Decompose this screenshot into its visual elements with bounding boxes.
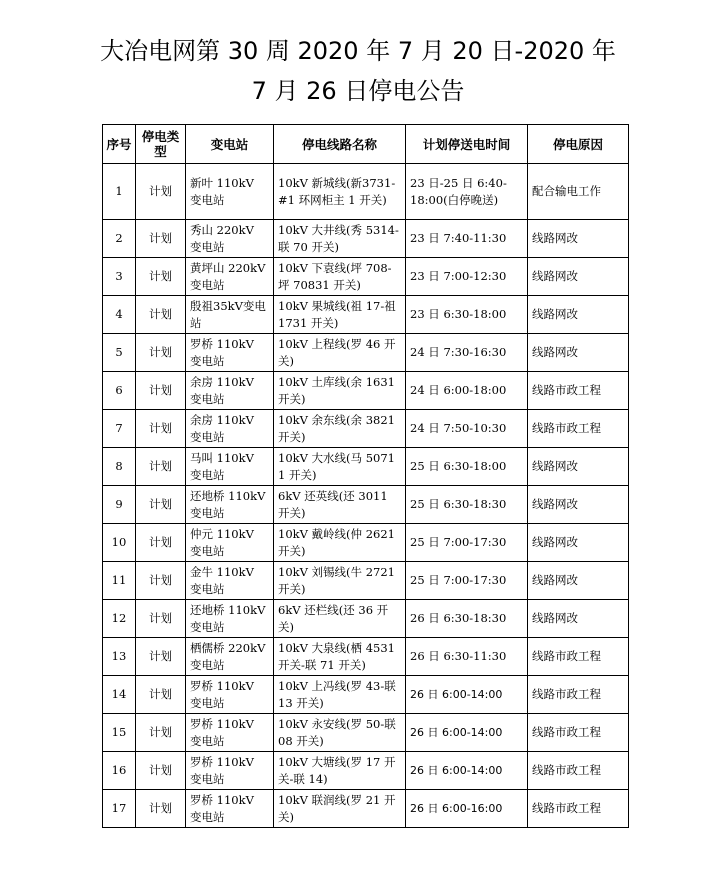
table-row [103,714,629,752]
table-row [103,220,629,258]
cell-no: 15 [103,714,136,752]
cell-reason: 线路网改 [528,296,629,334]
cell-line: 10kV 大泉线(栖 4531 开关-联 71 开关) [274,638,406,676]
cell-time: 25 日 6:30-18:30 [406,486,528,524]
cell-type: 计划 [136,676,186,714]
cell-reason: 线路网改 [528,448,629,486]
cell-reason: 线路网改 [528,600,629,638]
cell-station: 马叫 110kV 变电站 [186,448,274,486]
cell-time: 26 日 6:00-16:00 [406,790,528,828]
cell-type: 计划 [136,448,186,486]
cell-time: 26 日 6:00-14:00 [406,714,528,752]
cell-station: 殷祖35kV变电站 [186,296,274,334]
header-reason: 停电原因 [528,125,629,164]
cell-time: 23 日 7:00-12:30 [406,258,528,296]
table-row [103,676,629,714]
cell-line: 10kV 联润线(罗 21 开关) [274,790,406,828]
table-row [103,334,629,372]
cell-no: 10 [103,524,136,562]
cell-station: 黄坪山 220kV 变电站 [186,258,274,296]
cell-no: 1 [103,164,136,220]
table-row [103,600,629,638]
cell-station: 余房 110kV 变电站 [186,372,274,410]
cell-no: 8 [103,448,136,486]
table-row [103,752,629,790]
cell-reason: 线路网改 [528,220,629,258]
cell-type: 计划 [136,600,186,638]
cell-station: 罗桥 110kV 变电站 [186,790,274,828]
cell-line: 10kV 戴岭线(仲 2621 开关) [274,524,406,562]
cell-type: 计划 [136,220,186,258]
cell-station: 罗桥 110kV 变电站 [186,676,274,714]
cell-reason: 线路市政工程 [528,638,629,676]
cell-type: 计划 [136,334,186,372]
cell-no: 7 [103,410,136,448]
cell-reason: 线路网改 [528,562,629,600]
page-title-line-1: 大冶电网第 30 周 2020 年 7 月 20 日-2020 年 [100,37,616,65]
cell-station: 还地桥 110kV 变电站 [186,600,274,638]
header-no: 序号 [103,125,136,164]
cell-type: 计划 [136,372,186,410]
cell-no: 11 [103,562,136,600]
table-row [103,410,629,448]
cell-line: 10kV 永安线(罗 50-联 08 开关) [274,714,406,752]
cell-no: 3 [103,258,136,296]
cell-line: 10kV 上程线(罗 46 开关) [274,334,406,372]
table-row [103,164,629,220]
cell-station: 罗桥 110kV 变电站 [186,752,274,790]
cell-reason: 线路市政工程 [528,410,629,448]
cell-no: 17 [103,790,136,828]
table-row [103,486,629,524]
cell-time: 25 日 7:00-17:30 [406,524,528,562]
cell-reason: 线路网改 [528,334,629,372]
cell-type: 计划 [136,410,186,448]
header-time: 计划停送电时间 [406,125,528,164]
cell-line: 10kV 大塘线(罗 17 开关-联 14) [274,752,406,790]
cell-line: 10kV 新城线(新3731-#1 环网柜主 1 开关) [274,164,406,220]
cell-time: 25 日 7:00-17:30 [406,562,528,600]
page-title-line-2: 7 月 26 日停电公告 [251,77,465,105]
cell-type: 计划 [136,638,186,676]
cell-time: 26 日 6:00-14:00 [406,676,528,714]
cell-station: 秀山 220kV 变电站 [186,220,274,258]
table-header-row [103,125,629,164]
table-row [103,638,629,676]
cell-line: 10kV 果城线(祖 17-祖1731 开关) [274,296,406,334]
cell-station: 罗桥 110kV 变电站 [186,334,274,372]
cell-type: 计划 [136,752,186,790]
cell-reason: 线路市政工程 [528,752,629,790]
cell-type: 计划 [136,524,186,562]
table-row [103,296,629,334]
cell-reason: 线路网改 [528,524,629,562]
cell-time: 23 日 6:30-18:00 [406,296,528,334]
cell-line: 6kV 还英线(还 3011 开关) [274,486,406,524]
cell-time: 26 日 6:30-18:30 [406,600,528,638]
cell-no: 16 [103,752,136,790]
cell-type: 计划 [136,486,186,524]
table-row [103,372,629,410]
cell-station: 罗桥 110kV 变电站 [186,714,274,752]
table-row [103,562,629,600]
cell-reason: 配合输电工作 [528,164,629,220]
outage-table [102,124,629,828]
header-type: 停电类型 [136,125,186,164]
cell-time: 24 日 7:50-10:30 [406,410,528,448]
cell-time: 26 日 6:30-11:30 [406,638,528,676]
cell-line: 10kV 大水线(马 50711 开关) [274,448,406,486]
cell-time: 26 日 6:00-14:00 [406,752,528,790]
cell-line: 10kV 余东线(余 3821 开关) [274,410,406,448]
cell-station: 新叶 110kV 变电站 [186,164,274,220]
cell-line: 10kV 刘锡线(牛 2721 开关) [274,562,406,600]
cell-no: 5 [103,334,136,372]
cell-reason: 线路市政工程 [528,790,629,828]
cell-line: 10kV 土库线(余 1631 开关) [274,372,406,410]
cell-line: 10kV 上冯线(罗 43-联 13 开关) [274,676,406,714]
cell-line: 10kV 大井线(秀 5314-联 70 开关) [274,220,406,258]
cell-type: 计划 [136,296,186,334]
table-row [103,524,629,562]
cell-time: 24 日 7:30-16:30 [406,334,528,372]
cell-reason: 线路市政工程 [528,372,629,410]
cell-reason: 线路网改 [528,486,629,524]
cell-station: 金牛 110kV 变电站 [186,562,274,600]
table-row [103,790,629,828]
cell-line: 6kV 还栏线(还 36 开关) [274,600,406,638]
cell-no: 2 [103,220,136,258]
cell-type: 计划 [136,258,186,296]
cell-time: 23 日-25 日 6:40-18:00(白停晚送) [406,164,528,220]
table-row [103,258,629,296]
cell-station: 仲元 110kV 变电站 [186,524,274,562]
cell-station: 栖儒桥 220kV 变电站 [186,638,274,676]
cell-time: 23 日 7:40-11:30 [406,220,528,258]
header-line: 停电线路名称 [274,125,406,164]
cell-type: 计划 [136,714,186,752]
cell-type: 计划 [136,164,186,220]
cell-type: 计划 [136,562,186,600]
cell-time: 24 日 6:00-18:00 [406,372,528,410]
cell-type: 计划 [136,790,186,828]
cell-reason: 线路网改 [528,258,629,296]
cell-reason: 线路市政工程 [528,714,629,752]
cell-time: 25 日 6:30-18:00 [406,448,528,486]
table-row [103,448,629,486]
cell-line: 10kV 下袁线(坪 708-坪 70831 开关) [274,258,406,296]
header-station: 变电站 [186,125,274,164]
cell-no: 4 [103,296,136,334]
cell-no: 6 [103,372,136,410]
cell-station: 余房 110kV 变电站 [186,410,274,448]
cell-station: 还地桥 110kV 变电站 [186,486,274,524]
cell-no: 12 [103,600,136,638]
cell-no: 9 [103,486,136,524]
cell-reason: 线路市政工程 [528,676,629,714]
cell-no: 14 [103,676,136,714]
cell-no: 13 [103,638,136,676]
